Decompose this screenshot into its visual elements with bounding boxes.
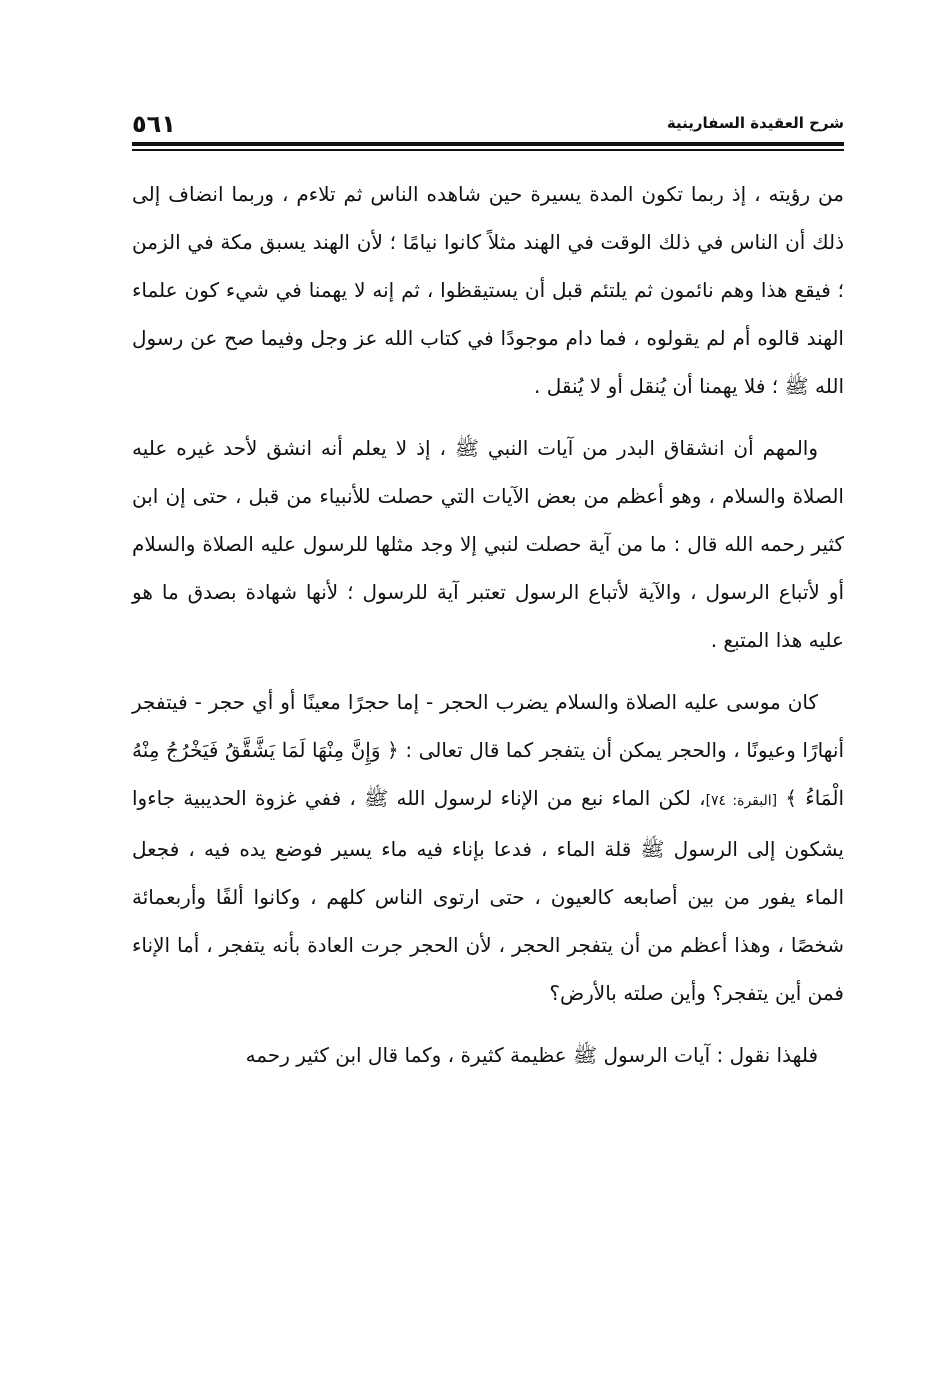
quran-verse: ﴿ وَإِنَّ مِنْهَا لَمَا يَشَّقَّقُ فَيَخْرُجُ مِنْهُ الْمَاءُ ﴾ [132,738,845,810]
running-title: شرح العقيدة السفارينية [666,114,844,132]
page-number: ٥٦١ [132,110,176,138]
header-rule-thick [132,142,844,146]
paragraph-3-text-before: كان موسى عليه الصلاة والسلام يضرب الحجر - إما حجرًا معينًا أو أي حجر - فيتفجر أنهارًا وعيونًا ، والحجر يمكن أن يتفجر كما قال تعالى : [132,690,845,762]
body-text [132,170,844,1093]
page-header [132,110,844,150]
paragraph-1: من رؤيته ، إذ ربما تكون المدة يسيرة حين شاهده الناس ثم تلاءم ، وربما انضاف إلى ذلك أن الناس في ذلك الوقت في الهند مثلاً كانوا نيامًا ؛ لأن الهند يسبق مكة في الزمن ؛ فيقع هذا وهم نائمون ثم يلتئم قبل أن يستيقظوا ، ثم إنه لا يهمنا في شيء كون علماء الهند قالوه أم لم يقولوه ، فما دام موجودًا في كتاب الله عز وجل وفيما صح عن رسول الله ﷺ ؛ فلا يهمنا أن يُنقل أو لا يُنقل . [132,182,844,398]
paragraph-4: فلهذا نقول : آيات الرسول ﷺ عظيمة كثيرة ، وكما قال ابن كثير رحمه [245,1043,818,1067]
header-rule-thin [132,149,844,151]
paragraph-3-text-after: ، لكن الماء نبع من الإناء لرسول الله ﷺ ، ففي غزوة الحديبية جاءوا يشكون إلى الرسول ﷺ قلة الماء ، فدعا بإناء فيه ماء يسير فوضع يده فيه ، فجعل الماء يفور من بين أصابعه كالعيون ، حتى ارتوى الناس كلهم ، وكانوا ألفًا وأربعمائة شخصًا ، وهذا أعظم من أن يتفجر الحجر ، لأن الحجر جرت العادة بأنه يتفجر ، أما الإناء فمن أين يتفجر؟ وأين صلته بالأرض؟ [132,786,844,1005]
paragraph-2: والمهم أن انشقاق البدر من آيات النبي ﷺ ، إذ لا يعلم أنه انشق لأحد غيره عليه الصلاة والسلام ، وهو أعظم من بعض الآيات التي حصلت للأنبياء من قبل ، حتى إن ابن كثير رحمه الله قال : ما من آية حصلت لنبي إلا وجد مثلها للرسول عليه الصلاة والسلام أو لأتباع الرسول ، والآية لأتباع الرسول تعتبر آية للرسول ؛ لأنها شهادة بصدق ما هو عليه هذا المتبع . [132,436,844,652]
verse-reference: [البقرة: ٧٤] [705,793,778,809]
paragraph-3 [132,678,844,1017]
